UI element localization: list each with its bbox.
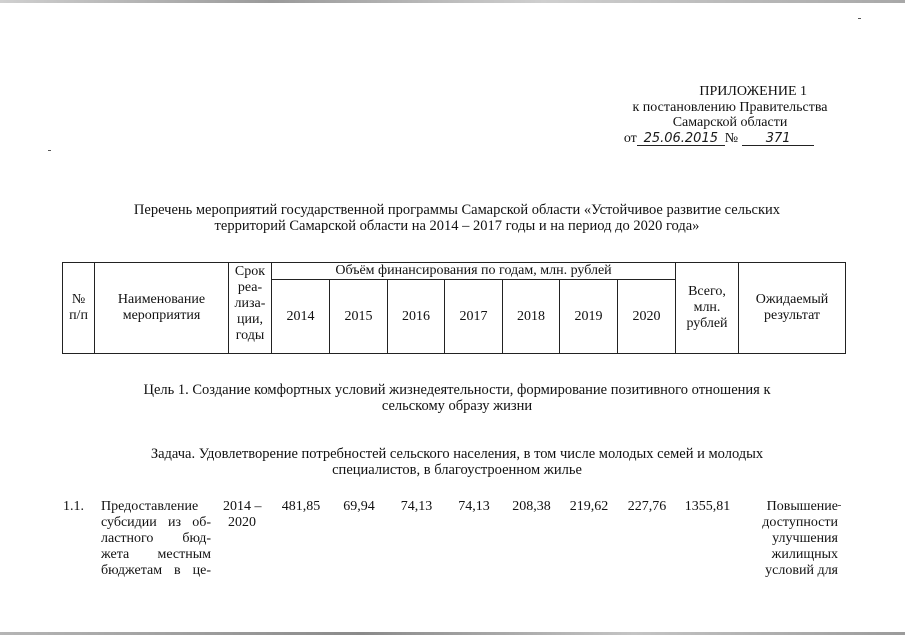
header-name-line-1: Наименование xyxy=(117,292,206,307)
row-term-line-1: 2014 – xyxy=(223,499,262,514)
document-title-line-1: Перечень мероприятий государственной программы Самарской области «Устойчивое развитие сельских xyxy=(133,202,781,218)
header-year: 2014 xyxy=(272,280,330,354)
header-year: 2020 xyxy=(618,280,676,354)
header-name-line-2: мероприятия xyxy=(122,308,201,323)
header-total xyxy=(676,263,739,354)
row-value-2018: 208,38 xyxy=(512,499,551,514)
row-name-line: субсидии из об- xyxy=(101,515,211,530)
header-result-line-1: Ожидаемый xyxy=(755,292,829,307)
row-name-line: Предоставление xyxy=(101,499,199,514)
row-name xyxy=(101,499,211,579)
scan-edge-top xyxy=(0,0,905,3)
row-number: 1.1. xyxy=(63,499,84,514)
header-result xyxy=(739,263,846,354)
row-value-2015: 69,94 xyxy=(343,499,375,514)
row-result xyxy=(744,499,838,579)
document-title-line-2: территорий Самарской области на 2014 – 2017 годы и на период до 2020 года» xyxy=(214,218,700,234)
row-value-2020: 227,76 xyxy=(627,499,667,514)
header-year: 2019 xyxy=(560,280,618,354)
goal-line-1: Цель 1. Создание комфортных условий жизнедеятельности, формирование позитивного отношения к xyxy=(143,382,771,398)
header-name xyxy=(95,263,229,354)
row-name-line: бюджетам в це- xyxy=(101,563,211,578)
document-title xyxy=(60,202,854,234)
header-number-line-1: № xyxy=(71,292,86,307)
row-result-line: жилищных xyxy=(771,547,838,562)
number-prefix: № xyxy=(724,130,739,146)
row-term xyxy=(223,499,262,531)
header-year: 2017 xyxy=(445,280,503,354)
task-line-2: специалистов, в благоустроенном жилье xyxy=(332,462,582,478)
header-term-line-4: ции, xyxy=(237,312,263,327)
row-total: 1355,81 xyxy=(684,499,731,514)
task-line-1: Задача. Удовлетворение потребностей сельского населения, в том числе молодых семей и молодых xyxy=(150,446,764,462)
row-value-2016: 74,13 xyxy=(400,499,433,514)
header-term-line-3: лиза- xyxy=(234,296,266,311)
appendix-line-2: Самарской области xyxy=(672,115,788,130)
row-term-line-2: 2020 xyxy=(228,515,256,530)
row-result-line: Повышение xyxy=(766,499,838,514)
header-total-line-1: Всего, xyxy=(688,284,726,299)
scan-speck xyxy=(838,505,841,506)
scan-edge-bottom xyxy=(0,632,905,635)
row-name-line: жета местным xyxy=(101,547,211,562)
header-total-line-3: рублей xyxy=(686,316,728,331)
header-number-line-2: п/п xyxy=(69,308,88,323)
appendix-line-1: к постановлению Правительства xyxy=(632,99,828,115)
header-total-line-2: млн. xyxy=(693,300,721,315)
header-number xyxy=(63,263,95,354)
number-field xyxy=(742,132,814,146)
header-funding: Объём финансирования по годам, млн. рублей xyxy=(272,263,676,280)
row-name-line: ластного бюд- xyxy=(101,531,211,546)
appendix-date-line xyxy=(589,131,849,147)
task-heading xyxy=(60,446,854,478)
row-value-2017: 74,13 xyxy=(458,499,490,514)
row-result-line: улучшения xyxy=(772,531,838,546)
scan-speck xyxy=(858,18,861,19)
row-result-line: условий для xyxy=(765,563,838,578)
header-term-line-1: Срок xyxy=(234,264,266,279)
goal-heading xyxy=(60,382,854,414)
scan-speck xyxy=(48,150,51,151)
goal-line-2: сельскому образу жизни xyxy=(381,398,533,414)
date-field xyxy=(637,132,725,146)
header-term-line-2: реа- xyxy=(237,280,263,295)
header-term-line-5: годы xyxy=(235,328,265,343)
row-result-line: доступности xyxy=(762,515,838,530)
date-handwritten: 25.06.2015 xyxy=(643,130,718,146)
row-value-2019: 219,62 xyxy=(569,499,609,514)
appendix-title: ПРИЛОЖЕНИЕ 1 xyxy=(699,84,807,99)
row-value-2014: 481,85 xyxy=(281,499,321,514)
header-year: 2015 xyxy=(330,280,388,354)
header-term xyxy=(229,263,272,354)
number-handwritten: 371 xyxy=(765,130,791,146)
appendix-block xyxy=(600,84,860,146)
financing-table-header xyxy=(62,262,846,354)
header-year: 2016 xyxy=(388,280,445,354)
date-prefix: от xyxy=(623,130,637,146)
header-year: 2018 xyxy=(503,280,560,354)
header-result-line-2: результат xyxy=(763,308,821,323)
